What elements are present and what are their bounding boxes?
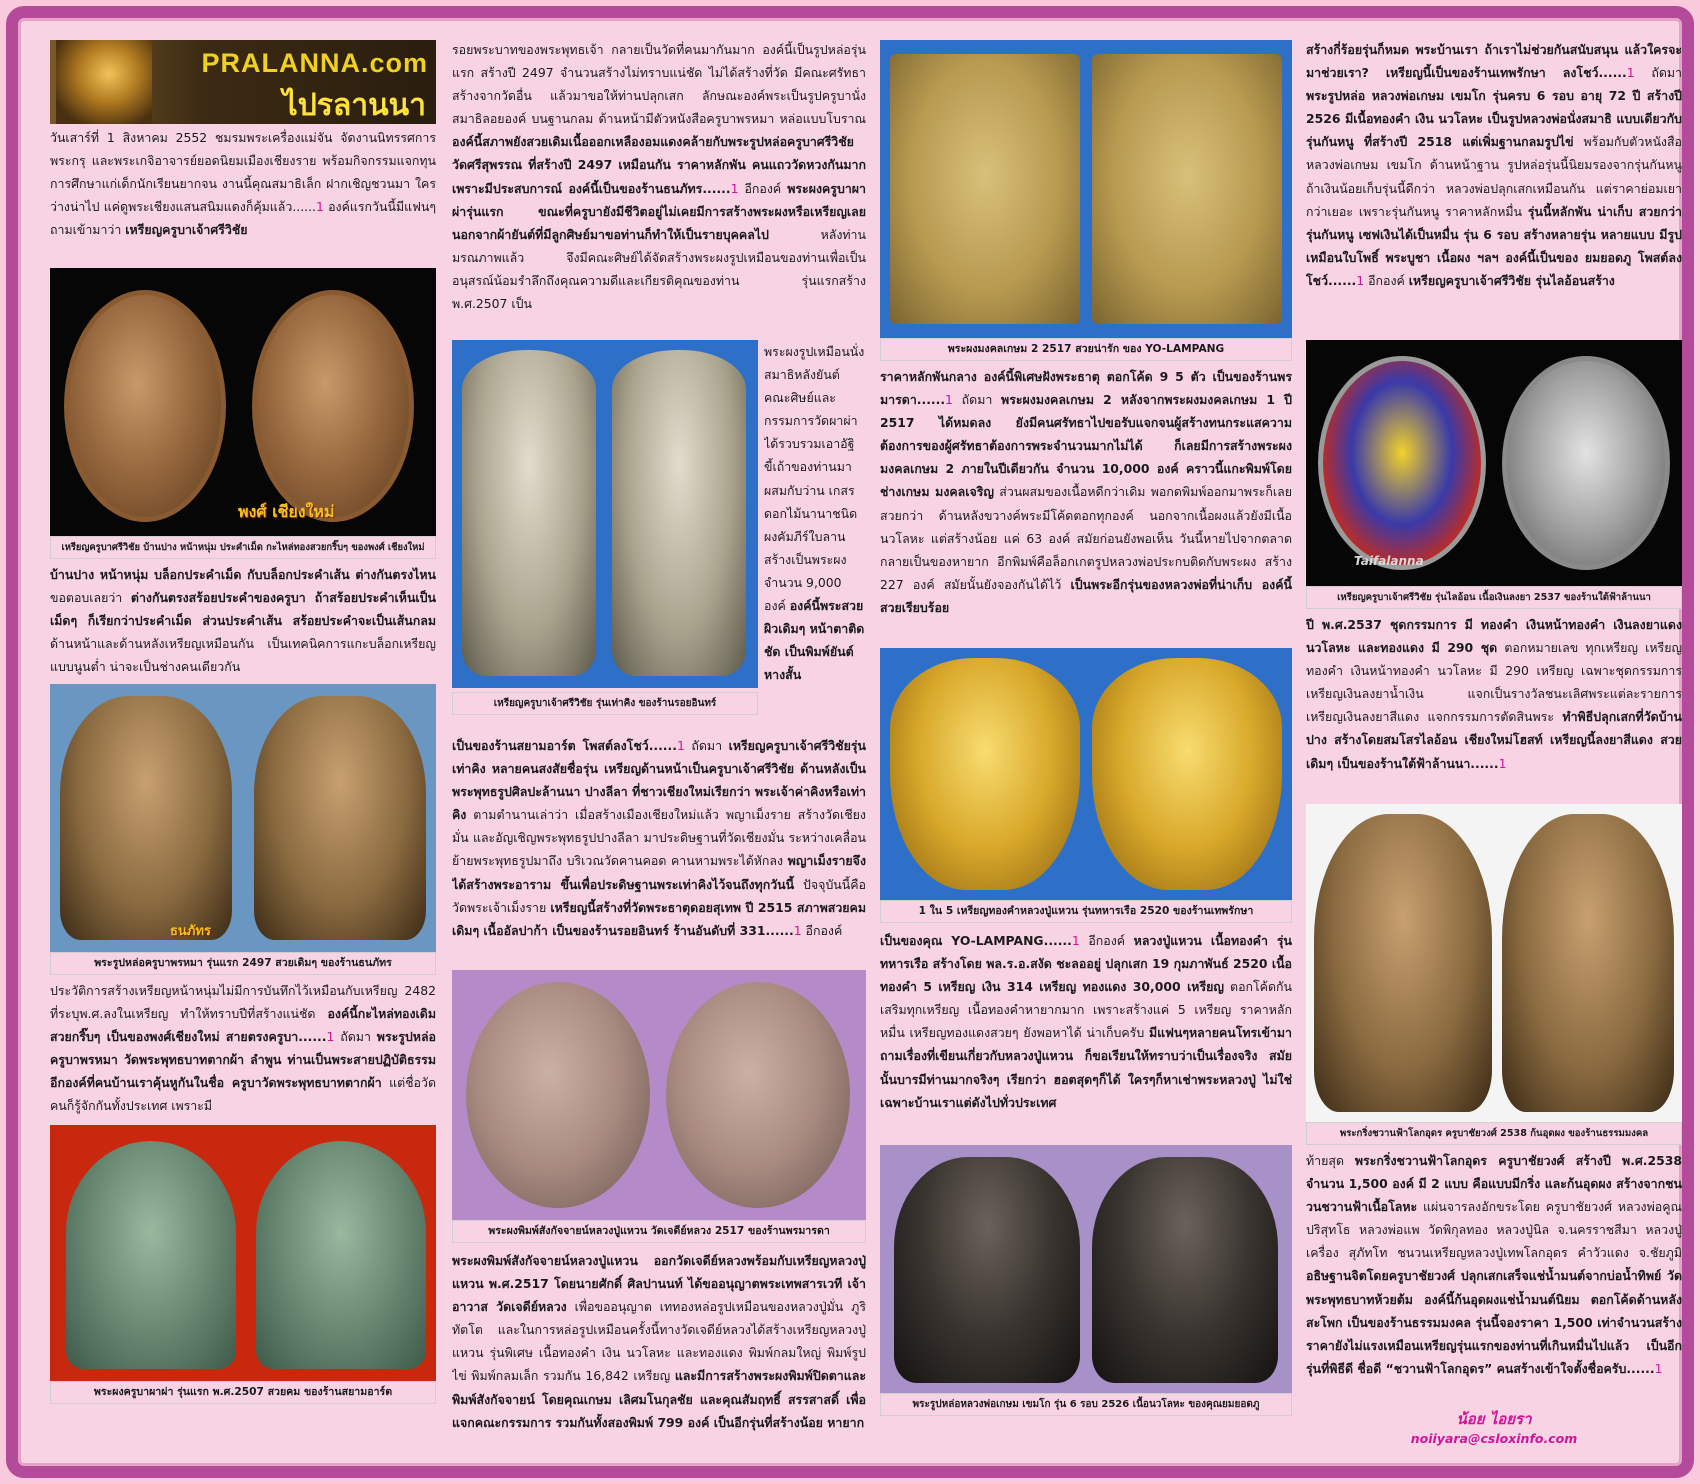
text-run: ตอกหมายเลข ทุกเหรียญ เหรียญทองคำ เงินหน้าทองคำ นวโลหะ มี 290 เหรียญ เฉพาะชุดกรรมการ เหรียญเงินลงยาน้ำเงิน แจกเป็นรางวัลชนะเลิศพระแต่ละรายการ เหรียญเงินลงยาสีแดง แจกกรรมการตัดสินพระ [1306, 640, 1682, 725]
article-paragraph [764, 340, 866, 732]
photo-watermark: Taifalanna [1354, 554, 1424, 568]
text-run: ต่างกันตรงสร้อยประคำของครูบา ถ้าสร้อยประคำเห็นเป็นเม็ดๆ ก็เรียกว่าประคำเม็ด ส่วนประคำเส้น สร้อยประคำจะเป็นเส้นกลม [50, 590, 436, 629]
article-paragraph [50, 979, 436, 1117]
article-paragraph [452, 734, 866, 964]
text-run: ถัดมา [952, 392, 1002, 408]
statue-photo-kring [1306, 804, 1682, 1122]
statue-photo-kasem [880, 1145, 1292, 1393]
statue-front-image [894, 1157, 1080, 1383]
text-run: และมีการสร้างพระผงพิมพ์ปิดตาและพิมพ์สังกัจจายน์ โดยคุณเกษม เลิศมโนกุลชัย และคุณสัมฤทธิ์ สรรสาสดิ์ เพื่อแจกคณะกรรมการ รวมกันทั้งสองพิมพ์ 799 องค์ เป็นอีกรุ่นที่สร้างน้อย หายาก [452, 1368, 866, 1430]
text-run: ประวัติการสร้างเหรียญหน้าหนุ่มไม่มีการบันทึกไว้เหมือนกับเหรียญ 2482 ที่ระบุพ.ศ.ลงในเหรียญ ทำให้ทราบปีที่สร้างแน่ชัด [50, 983, 436, 1022]
photo-caption: พระผงมงคลเกษม 2 2517 สวยน่ารัก ของ YO-LAMPANG [880, 338, 1292, 361]
text-run: ถัดมา [334, 1029, 377, 1045]
photo-caption: พระรูปหล่อหลวงพ่อเกษม เขมโก รุ่น 6 รอบ 2526 เนื้อนวโลหะ ของคุณยมยอดภู [880, 1393, 1292, 1416]
item-number: 1 [730, 180, 739, 196]
article-paragraph [50, 563, 436, 678]
text-run: รุ่นนี้หลักพัน น่าเก็บ สวยกว่ารุ่นกันหนู เซฟเงินได้เป็นหมื่น รุ่น 6 รอบ สร้างหลายรุ่น หลายแบบ มีรูปเหมือนใบโพธิ์ พระบูชา เนื้อผง ฯลฯ องค์นี้เป็นของ ยมยอดภู โพสต์ลงโชว์...... [1306, 203, 1682, 288]
text-run: เพื่อขออนุญาต เททองหล่อรูปเหมือนของหลวงปู่มั่น ภูริทัตโต และในการหล่อรูปเหมือนครั้งนี้ทางวัดเจดีย์หลวงได้สร้างเหรียญหลวงปู่แหวน รุ่นพิเศษ เนื้อทองคำ เงิน นวโลหะ และทองแดง พิมพ์กลมใหญ่ พิมพ์รูปไข่ พิมพ์กลมเล็ก รวมกัน 16,842 เหรียญ [452, 1299, 866, 1384]
text-run: เป็นของร้านสยามอาร์ต โพสต์ลงโชว์...... [452, 738, 677, 753]
brand-name: ไปรลานนา [282, 88, 426, 123]
coin-photo-luangpuwaen [880, 648, 1292, 900]
powder-photo-sangkajai [452, 970, 866, 1220]
text-run: ปัจจุบันนี้คือวัดพระเจ้าเม็งราย [452, 876, 866, 915]
coin-front-image [462, 350, 596, 676]
photo-caption: 1 ใน 5 เหรียญทองคำหลวงปู่แหวน รุ่นทหารเรือ 2520 ของร้านเทพรักษา [880, 900, 1292, 923]
text-run: มีแฟนๆหลายคนโทรเข้ามาถามเรื่องที่เขียนเกี่ยวกับหลวงปู่แหวน ก็ขอเรียนให้ทราบว่าเป็นเรื่องจริง สมัยนั้นบารมีท่านมากจริงๆ เรียกว่า ฮอตสุดๆก็ได้ ใครๆก็หาเช่าพระหลวงปู่ ไม่ใช่เฉพาะบ้านเราแต่ดังไปทั่วประเทศ [880, 1025, 1292, 1110]
text-run: ถัดมา [1634, 65, 1682, 81]
text-run: บ้านปาง หน้าหนุ่ม บล็อกประคำเม็ด กับบล็อกประคำเส้น ต่างกันตรงไหน [50, 567, 436, 582]
coin-front-image [1318, 356, 1486, 570]
powder-front-image [466, 982, 650, 1208]
photo-watermark: ธนภัทร [170, 924, 211, 939]
coin-row-taokhing [452, 340, 866, 732]
text-run: รอยพระบาทของพระพุทธเจ้า กลายเป็นวัดที่คนมากันมาก องค์นี้เป็นรูปหล่อรุ่นแรก สร้างปี 2497 จำนวนสร้างไม่ทราบแน่ชัด ไม่ได้สร้างที่วัด มีคณะศรัทธาสร้างจากวัดอื่น แล้วมาขอให้ท่านปลุกเสก ลักษณะองค์พระเป็นรูปครูบานั่งสมาธิลอยองค์ บนฐานกลม ด้านหน้ามีตัวหนังสือครูบาพรหมา หล่อแบบโบราณ [452, 42, 866, 127]
text-run: ปี พ.ศ.2537 ชุดกรรมการ มี ทองคำ เงินหน้าทองคำ เงินลงยาแดง นวโลหะ และทองแดง มี 290 ชุด [1306, 617, 1682, 656]
powder-photo-mongkhon [880, 40, 1292, 338]
powder-back-image [666, 982, 850, 1208]
column-1 [50, 40, 436, 1404]
text-run: ตอกโค้ดกันเสริมทุกเหรียญ เนื้อทองคำหายากมาก เพราะสร้างแค่ 5 เหรียญ ราคาหลักหมื่น เหรียญทองแดงสวยๆ ยังพอหาได้ น่าเก็บครับ [880, 979, 1292, 1041]
photo-watermark: พงศ์ เชียงใหม่ [238, 502, 335, 521]
column-4 [1306, 40, 1682, 1446]
coin-back-image [252, 290, 414, 522]
coin-front-image [64, 290, 226, 522]
article-paragraph [1306, 613, 1682, 798]
text-run: พระผงมงคลเกษม 2 หลังจากพระผงมงคลเกษม 1 ปี 2517 ได้หมดลง ยังมีคนศรัทธาไปขอรับแจกจนผู้สร้างทนกระแสความต้องการของผู้ศรัทธาต้องการพระจำนวนมากไม่ได้ ก็เลยมีการสร้างพระผงมงคลเกษม 2 ภายในปีเดียวกัน จำนวน 10,000 องค์ คราวนี้แกะพิมพ์โดยช่างเกษม มงคลเจริญ [880, 392, 1292, 500]
photo-caption: พระกริ่งชวานฟ้าโลกอุดร ครูบาชัยวงศ์ 2538 ก้นอุดผง ของร้านธรรมมงคล [1306, 1122, 1682, 1145]
text-run: แผ่นจารลงอักขระโดย ครูบาชัยวงศ์ หลวงพ่อคูณ ปริสุทโธ หลวงพ่อแพ วัดพิกุลทอง หลวงปู่นิล จ.นครราชสีมา หลวงปู่เครื่อง สุภัทโท ชนวนเหรียญหลวงปู่เทพโลกอุดร คำวัวแดง จ.ชัยภูมิ [1306, 1199, 1682, 1261]
powder-back-image [256, 1141, 426, 1369]
photo-caption: เหรียญครูบาศรีวิชัย บ้านปาง หน้าหนุ่ม ประคำเม็ด กะไหล่ทองสวยกริ๊บๆ ของพงศ์ เชียงใหม่ [50, 536, 436, 559]
text-run: พระผงพิมพ์สังกัจจายน์หลวงปู่แหวน ออกวัดเจดีย์หลวงพร้อมกับเหรียญหลวงปู่แหวน พ.ศ.2517 โดยนายศักดิ์ ศิลปานนท์ ได้ขออนุญาตพระเทพสารเวที เจ้าอาวาส วัดเจดีย์หลวง [452, 1253, 866, 1315]
column-2 [452, 40, 866, 1481]
page-frame [6, 6, 1694, 1478]
article-paragraph [880, 365, 1292, 642]
item-number: 1 [793, 922, 802, 938]
statue-back-image [1502, 814, 1674, 1112]
text-run: พระกริ่งชวานฟ้าโลกอุดร ครูบาชัยวงศ์ สร้างปี พ.ศ.2538 จำนวน 1,500 องค์ มี 2 แบบ คือแบบมีกริ่ง และก้นอุดผง สร้างจากชนวนชวานฟ้าเนื้อโลหะ [1306, 1153, 1682, 1215]
article-paragraph [1306, 38, 1682, 338]
article-paragraph [452, 38, 866, 338]
text-run: เหรียญครูบาเจ้าศรีวิชัย รุ่นไลอ้อนสร้าง [1408, 272, 1615, 288]
item-number: 1 [1071, 933, 1080, 948]
statue-front-image [1314, 814, 1492, 1112]
item-number: 1 [1654, 1360, 1663, 1376]
text-run: อีกองค์ [801, 922, 843, 938]
text-run: เหรียญนี้สร้างที่วัดพระธาตุดอยสุเทพ ปี 2515 สภาพสวยคมเดิมๆ เนื้ออัลปาก้า เป็นของร้านรอยอินทร์ ร้านอันดับที่ 331...... [452, 899, 866, 938]
item-number: 1 [1626, 65, 1635, 81]
buddha-statue-image [56, 40, 152, 124]
column-3 [880, 40, 1292, 1416]
author-signature [1306, 1407, 1682, 1446]
coin-back-image [1502, 356, 1670, 570]
text-run: ส่วนผสมของเนื้อหดีกว่าเดิม พอกดพิมพ์ออกมาพระก็เลยสวยกว่า ด้านหลังขวางค์พระมีโค้ดตอกทุกองค์ นอกจากเนื้อผงแล้วยังมีเนื้อนวโลหะ แต่สร้างน้อย แค่ 63 องค์ สมัยก่อนยังพอเห็น วันนี้หายไปจากตลาด กลายเป็นของหายาก อีกพิมพ์คือล็อกเกตรูปหลวงพ่อประกบติดกับพระผง สร้าง 227 องค์ สมัยนั้นยังจองกันได้ไว้ [880, 484, 1292, 592]
coin-back-image [612, 350, 746, 676]
item-number: 1 [945, 392, 953, 408]
text-run: ด้านหน้าและด้านหลังเหรียญเหมือนกัน เป็นเทคนิคการแกะบล็อกเหรียญแบบนูนต่ำ น่าจะเป็นช่างคนเดียวกัน [50, 636, 436, 675]
article-paragraph [452, 1249, 866, 1481]
photo-caption: เหรียญครูบาเจ้าศรีวิชัย รุ่นเท่าคิง ของร้านรอยอินทร์ [452, 692, 758, 715]
text-run: พร้อมกับตัวหนังสือ หลวงพ่อเกษม เขมโก ด้านหน้าฐาน รูปหล่อรุ่นนี้นิยมรองจากรุ่นกันหนู ถ้าเงินน้อยเก็บรุ่นนี้ดีกว่า หลวงพ่อปลุกเสกเหมือนกัน แต่ราคาย่อมเยากว่าเยอะ เพราะรุ่นกันหนู ราคาหลักหมื่น [1306, 134, 1682, 219]
article-paragraph [1306, 1149, 1682, 1403]
article-paragraph [880, 929, 1292, 1137]
coin-photo-taokhing [452, 340, 758, 688]
text-run: พระรูปหล่อครูบาพรหมา วัดพระพุทธบาทตากผ้า ลำพูน ท่านเป็นพระสายปฏิบัติธรรมอีกองค์ที่คนบ้านเราคุ้นหูกันในชื่อ ครูบาวัดพระพุทธบาทตากผ้า [50, 1029, 436, 1091]
photo-caption: พระผงครูบาผาผ่า รุ่นแรก พ.ศ.2507 สวยคม ของร้านสยามอาร์ต [50, 1381, 436, 1404]
text-run: เหรียญครูบาเจ้าศรีวิชัยรุ่นเท่าคิง หลายคนสงสัยชื่อรุ่น เหรียญด้านหน้าเป็นครูบาเจ้าศรีวิชัย ด้านหลังเป็นพระพุทธรูปศิลปะล้านนา ปางลีลา ที่ชาวเชียงใหม่เรียกว่า พระเจ้าค่าคิงหรือเท่าคิง [452, 738, 866, 823]
text-run: หลวงปู่แหวน เนื้อทองคำ รุ่นทหารเรือ สร้างโดย พล.ร.อ.สงัด ชะลออยู่ ปลุกเสก 19 กุมภาพันธ์ 2520 เนื้อทองคำ 5 เหรียญ เงิน 314 เหรียญ ทองแดง 30,000 เหรียญ [880, 933, 1292, 995]
text-run: วันเสาร์ที่ 1 สิงหาคม 2552 ชมรมพระเครื่องแม่จัน จัดงานนิทรรศการพระกรุ และพระเกจิอาจารย์ยอดนิยมเมืองเชียงราย พร้อมกิจกรรมแจกทุนการศึกษาแก่เด็กนักเรียนยากจน งานนี้คุณสมาธิเล็ก ฝากเชิญชวนมา ใครว่างน่าไป แค่ดูพระเชียงแสนสนิมแดงก็คุ้มแล้ว...... [50, 130, 436, 215]
photo-caption: เหรียญครูบาเจ้าศรีวิชัย รุ่นไลอ้อน เนื้อเงินลงยา 2537 ของร้านใต้ฟ้าล้านนา [1306, 586, 1682, 609]
powder-front-image [890, 54, 1080, 324]
text-run: องค์นี้สภาพยังสวยเดิมเนื้อออกเหลืองอมแดงคล้ายกับพระรูปหล่อครูบาศรีวิชัย วัดศรีสุพรรณ ที่สร้างปี 2497 เหมือนกัน ราคาหลักพัน คนแถววัดหวงกันมากเพราะมีประสบการณ์ องค์นี้เป็นของร้านธนภัทร...... [452, 134, 866, 196]
text-run: พระผงครูบาผาผ่ารุ่นแรก ขณะที่ครูบายังมีชีวิตอยู่ไม่เคยมีการสร้างพระผงหรือเหรียญเลย นอกจากผ้ายันต์ที่มีลูกศิษย์มาขอท่านก็ทำให้เป็นรายบุคคลไป [452, 180, 866, 242]
photo-caption: พระรูปหล่อครูบาพรหมา รุ่นแรก 2497 สวยเดิมๆ ของร้านธนภัทร [50, 952, 436, 975]
text-run: อีกองค์ [1364, 272, 1409, 288]
text-run: ทำพิธีปลุกเสกที่วัดบ้านปาง สร้างโดยสมโสรไลอ้อน เชียงใหม่โฮสท์ เหรียญนี้ลงยาสีแดง สวยเดิมๆ เป็นของร้านใต้ฟ้าล้านนา...... [1306, 709, 1682, 771]
coin-front-image [890, 658, 1080, 890]
item-number: 1 [326, 1029, 335, 1045]
pralanna-banner [50, 40, 436, 124]
text-run: ท้ายสุด [1306, 1153, 1355, 1168]
item-number: 1 [1356, 272, 1365, 288]
text-run: เป็นพระอีกรุ่นของหลวงพ่อที่น่าเก็บ องค์นี้สวยเรียบร้อย [880, 576, 1292, 615]
article-paragraph [50, 126, 436, 264]
text-run: สร้างกี่ร้อยรุ่นก็หมด พระบ้านเรา ถ้าเราไม่ช่วยกันสนับสนุน แล้วใครจะมาช่วยเรา? เหรียญนี้เป็นของร้านเทพรักษา ลงโชว์...... [1306, 42, 1682, 81]
statue-back-image [254, 696, 426, 940]
item-number: 1 [315, 199, 324, 215]
text-run: ตามตำนานเล่าว่า เมื่อสร้างเมืองเชียงใหม่แล้ว พญาเม็งราย สร้างวัดเชียงมั่น และอัญเชิญพระพุทธรูปปางลีลา มาประดิษฐานที่วัดเชียงมั่น ระหว่างเคลื่อนย้ายพระพุทธรูปมาถึง บริเวณวัดคานคอด คานหามพระได้หักลง [452, 807, 866, 869]
text-run: องค์แรกวันนี้มีแฟนๆ ถามเข้ามาว่า [50, 199, 436, 238]
text-run: ราคาหลักพันกลาง องค์นี้พิเศษฝังพระธาตุ ตอกโค้ด 9 5 ตัว เป็นของร้านพรมารดา...... [880, 369, 1292, 408]
text-run: อีกองค์ [1079, 933, 1134, 948]
statue-back-image [1092, 1157, 1278, 1383]
text-run: ขอตอบเลยว่า [50, 590, 131, 606]
powder-photo-phapha [50, 1125, 436, 1381]
text-run: องค์นี้กะไหล่ทองเดิม สวยกริ๊บๆ เป็นของพงศ์เชียงใหม่ สายตรงครูบา...... [50, 1006, 436, 1045]
text-run: เป็นของคุณ YO-LAMPANG...... [880, 933, 1072, 948]
text-run: อีกองค์ [738, 180, 788, 196]
item-number: 1 [1498, 755, 1507, 771]
author-email[interactable]: noiiyara@csloxinfo.com [1410, 1431, 1578, 1446]
item-number: 1 [676, 738, 685, 753]
coin-photo-srivichai [50, 268, 436, 536]
powder-back-image [1092, 54, 1282, 324]
statue-front-image [60, 696, 232, 940]
text-run: หลังท่านมรณภาพแล้ว จึงมีคณะศิษย์ได้จัดสร้างพระผงรูปเหมือนของท่านเพื่อเป็นอนุสรณ์น้อมรำลึกถึงคุณความดีและเกียรติคุณของท่าน รุ่นแรกสร้าง พ.ศ.2507 เป็น [452, 226, 866, 312]
powder-front-image [66, 1141, 236, 1369]
text-run: แต่ชื่อวัดคนก็รู้จักกันทั้งประเทศ เพราะมี [50, 1075, 436, 1114]
coin-back-image [1092, 658, 1282, 890]
statue-photo-phromma [50, 684, 436, 952]
text-run: พญาเม็งรายจึงได้สร้างพระอาราม ขึ้นเพื่อประดิษฐานพระเท่าคิงไว้จนถึงทุกวันนี้ [452, 853, 866, 892]
text-run: พระผงรูปเหมือนนั่งสมาธิหลังยันต์ คณะศิษย์และกรรมการวัดผาผ่าได้รวบรวมเอาอัฐิ ขี้เถ้าของท่านมาผสมกับว่าน เกสรดอกไม้นานาชนิดผงคัมภีร์ใบลาน สร้างเป็นพระผง จำนวน 9,000 องค์ [764, 344, 865, 614]
text-run: เหรียญครูบาเจ้าศรีวิชัย [125, 222, 248, 238]
text-run: พระรูปหล่อ หลวงพ่อเกษม เขมโก รุ่นครบ 6 รอบ อายุ 72 ปี สร้างปี 2526 มีเนื้อทองคำ เงิน นวโลหะ เป็นรูปหลวงพ่อนั่งสมาธิ แบบเดียวกับรุ่นกันหนู ที่สร้างปี 2518 แต่เพิ่มฐานกลมรูปไข่ [1306, 88, 1682, 150]
author-name: น้อย ไอยรา [1456, 1410, 1532, 1428]
photo-caption: พระผงพิมพ์สังกัจจายน์หลวงปู่แหวน วัดเจดีย์หลวง 2517 ของร้านพรมารดา [452, 1220, 866, 1243]
site-name: PRALANNA.com [201, 48, 428, 78]
text-run: ถัดมา [684, 738, 729, 753]
coin-photo-lion [1306, 340, 1682, 586]
text-run: องค์นี้พระสวยผิวเดิมๆ หน้าตาติดชัด เป็นพิมพ์ยันต์หางสั้น [764, 598, 865, 683]
text-run: อธิษฐานจิตโดยครูบาชัยวงศ์ ปลุกเสกเสร็จแช่น้ำมนต์จากบ่อน้ำทิพย์ วัดพระพุทธบาทห้วยต้ม องค์นี้ก้นอุดผงแช่น้ำมนต์นิยม ตอกโค้ดด้านหลังสะโพก เป็นของร้านธรรมมงคล รุ่นนี้จองราคา 1,500 เท่าจำนวนสร้าง ราคายังไม่แรงเหมือนเหรียญรุ่นแรกของท่านที่เกินหมื่นไปแล้ว เป็นอีกรุ่นที่พิธีดี ชื่อดี “ชวานฟ้าโลกอุดร” คนสร้างเข้าใจตั้งชื่อครับ...... [1306, 1268, 1682, 1376]
